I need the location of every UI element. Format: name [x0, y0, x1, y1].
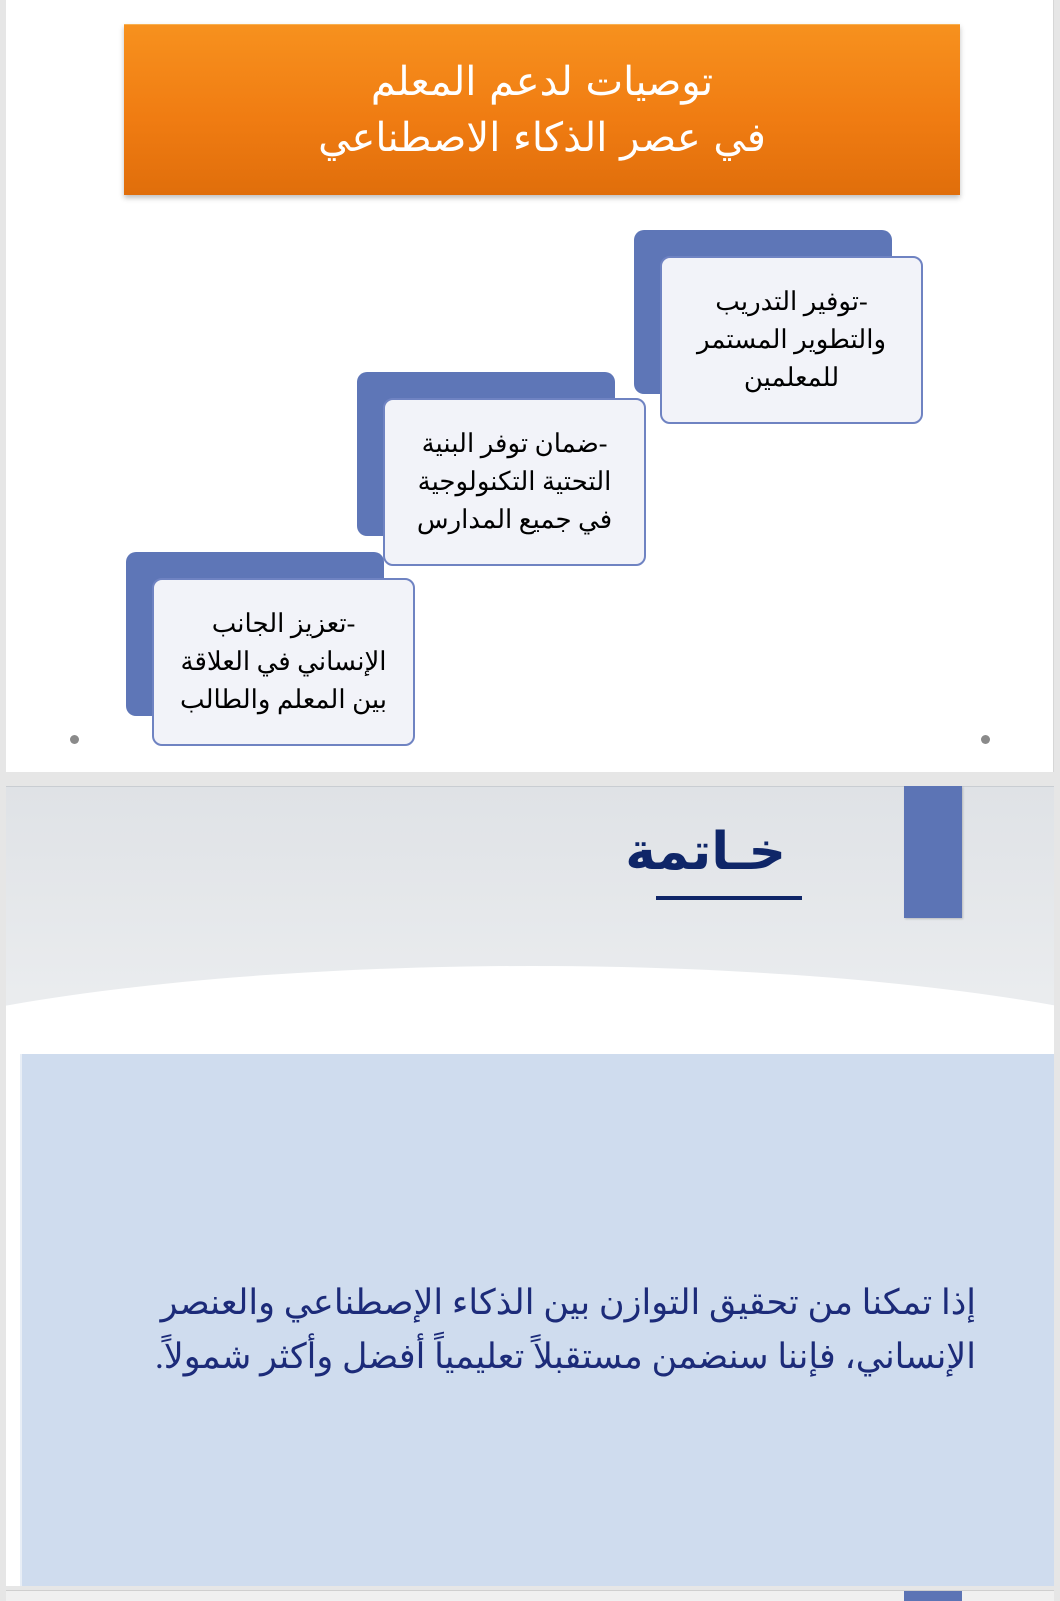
step-text-line: التحتية التكنولوجية [417, 467, 612, 496]
title-banner [124, 24, 960, 195]
slide-recommendations[interactable] [6, 0, 1054, 772]
slide-conclusion[interactable] [6, 786, 1054, 1586]
step-text-line: -ضمان توفر البنية [421, 429, 608, 458]
conclusion-text-line-1: إذا تمكنا من تحقيق التوازن بين الذكاء الإصطناعي والعنصر [160, 1283, 976, 1322]
conclusion-text-line-2: الإنساني، فإننا سنضمن مستقبلاً تعليمياً أفضل وأكثر شمولاً. [155, 1337, 976, 1376]
conclusion-text [92, 1276, 976, 1384]
title-line-1: توصيات لدعم المعلم [370, 59, 714, 105]
step-text-line: والتطوير المستمر [697, 325, 886, 354]
step-text-line: الإنساني في العلاقة [180, 647, 387, 676]
title-underline [656, 896, 802, 900]
step-text-line: في جميع المدارس [416, 505, 613, 534]
bullet-dot-right [981, 735, 990, 744]
title-line-2: في عصر الذكاء الاصطناعي [318, 115, 766, 161]
step-card-infrastructure [383, 398, 646, 566]
step-text-line: -توفير التدريب [715, 287, 868, 316]
next-slide-edge[interactable] [6, 1590, 1054, 1601]
accent-bar [904, 786, 962, 918]
step-text-line: للمعلمين [743, 363, 840, 392]
bullet-dot-left [70, 735, 79, 744]
step-card-human-side [152, 578, 415, 746]
step-text-line: بين المعلم والطالب [180, 685, 387, 714]
step-card-training [660, 256, 923, 424]
content-panel [20, 1054, 1054, 1586]
step-text-line: -تعزيز الجانب [211, 609, 356, 638]
conclusion-title: خـاتمة [625, 822, 786, 882]
